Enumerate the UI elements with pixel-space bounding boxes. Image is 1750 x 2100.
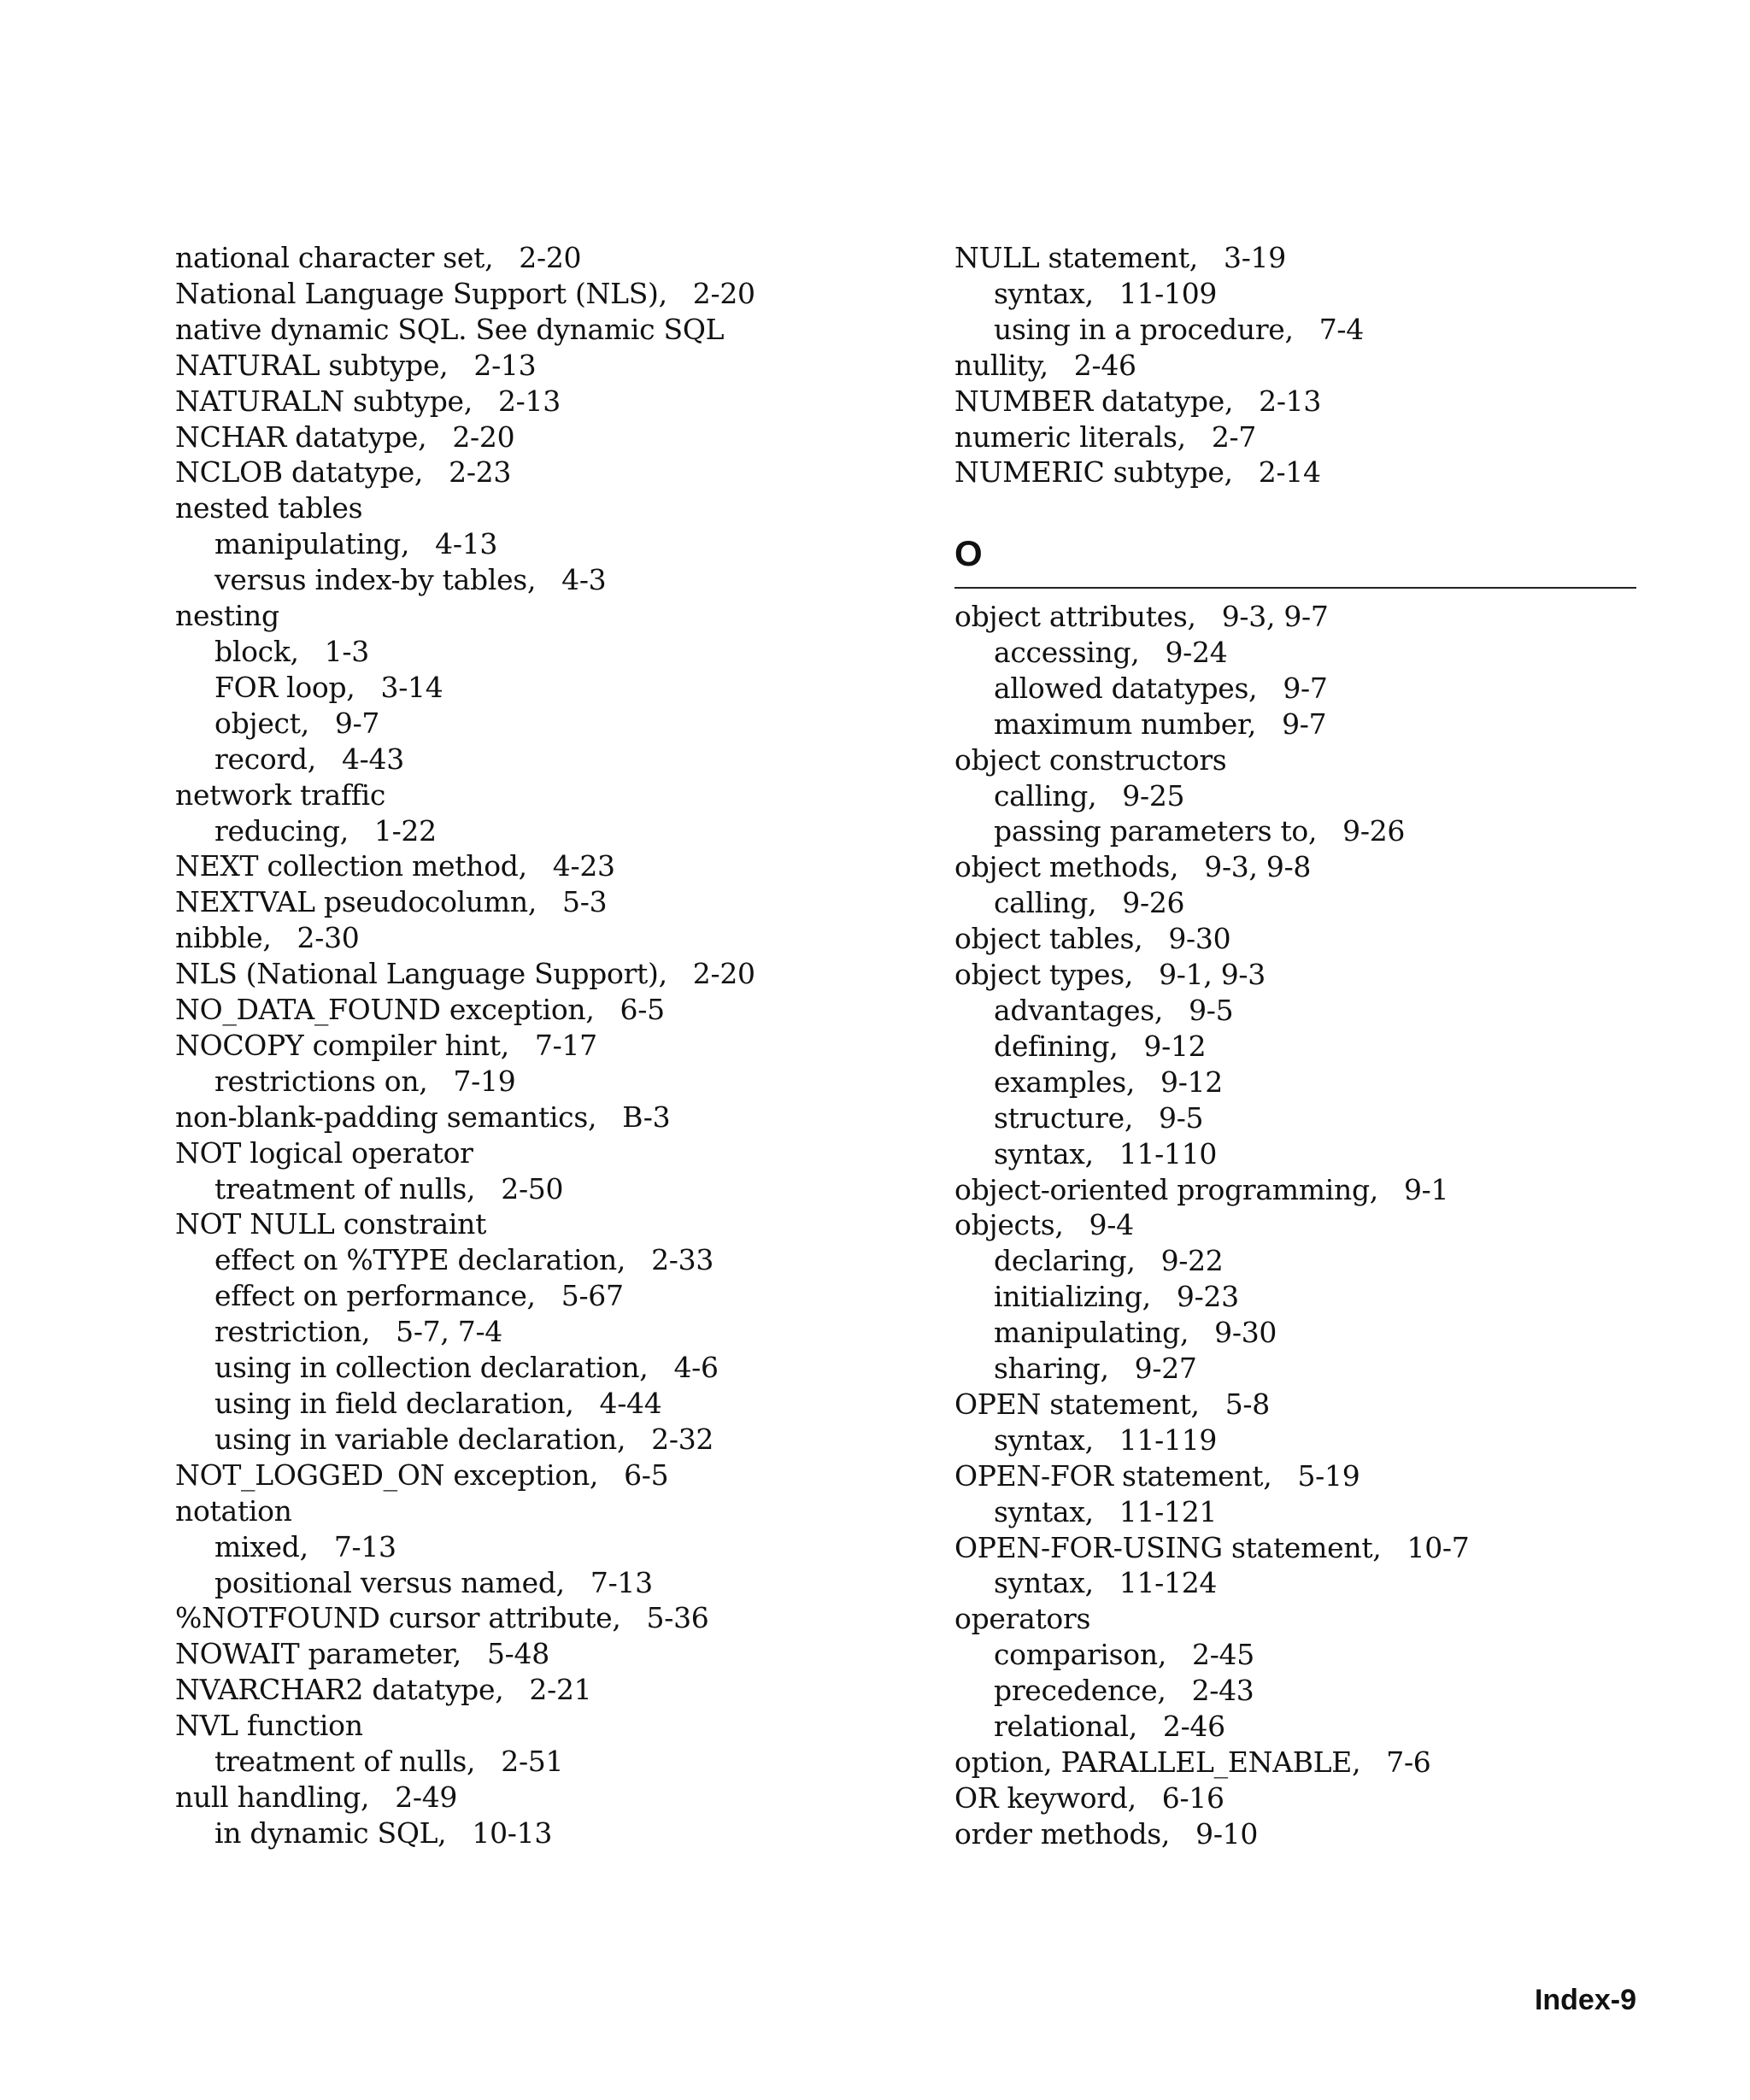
index-subentry (954, 1136, 1638, 1172)
index-term: national character set, (175, 241, 494, 274)
page-reference: 5-8 (1224, 1387, 1270, 1421)
index-term: maximum number, (994, 707, 1257, 741)
page-reference: 9-24 (1165, 635, 1228, 669)
index-subentry (175, 1744, 927, 1780)
index-subentry (175, 706, 927, 742)
index-entry (175, 455, 927, 490)
index-term: National Language Support (NLS), (175, 276, 667, 310)
index-subentry (175, 526, 927, 562)
page-reference: 9-7 (1282, 707, 1327, 741)
index-term: manipulating, (214, 527, 410, 561)
index-subentry (175, 1242, 927, 1278)
index-term: objects, (954, 1208, 1064, 1242)
index-subentry (954, 1279, 1638, 1315)
index-term: NEXTVAL pseudocolumn, (175, 885, 537, 919)
index-entry (175, 598, 927, 634)
index-entry (175, 1135, 927, 1171)
index-subentry (175, 1565, 927, 1601)
page-reference: 2-45 (1192, 1638, 1254, 1672)
index-term: network traffic (175, 777, 386, 812)
index-term: using in field declaration, (214, 1387, 574, 1420)
index-column-right-bottom (954, 599, 1638, 1852)
index-term: NOT logical operator (175, 1135, 473, 1170)
index-entry (175, 348, 927, 384)
index-entry (175, 884, 927, 920)
index-term: syntax, (994, 1494, 1094, 1528)
index-term: object attributes, (954, 600, 1196, 633)
page-reference: 5-7, 7-4 (396, 1315, 503, 1349)
index-term: declaring, (994, 1244, 1136, 1278)
page-reference: 7-4 (1318, 312, 1364, 346)
index-term: NOT_LOGGED_ON exception, (175, 1458, 599, 1492)
index-term: nibble, (175, 921, 272, 955)
index-subentry (954, 312, 1638, 348)
page-reference: 4-44 (599, 1387, 662, 1420)
index-subentry (175, 1422, 927, 1458)
index-term: nesting (175, 599, 279, 633)
index-term: NATURALN subtype, (175, 384, 473, 418)
page-reference: 2-50 (501, 1171, 564, 1205)
page-reference: 7-19 (453, 1064, 516, 1098)
index-term: OR keyword, (954, 1780, 1136, 1815)
index-entry (175, 956, 927, 992)
index-term: option, PARALLEL_ENABLE, (954, 1745, 1361, 1779)
index-subentry (954, 707, 1638, 742)
index-term: manipulating, (994, 1316, 1189, 1350)
index-term: in dynamic SQL, (214, 1816, 447, 1850)
index-entry (954, 1601, 1638, 1637)
index-entry (175, 1672, 927, 1708)
index-term: %NOTFOUND cursor attribute, (175, 1601, 621, 1635)
page-reference: 7-6 (1386, 1745, 1431, 1779)
index-term: examples, (994, 1065, 1136, 1099)
index-term: calling, (994, 778, 1097, 812)
index-term: NCHAR datatype, (175, 419, 427, 454)
index-term: FOR loop, (214, 670, 355, 704)
page-reference: 9-30 (1214, 1316, 1277, 1350)
index-term: NUMBER datatype, (954, 384, 1234, 418)
index-term: using in collection declaration, (214, 1351, 649, 1385)
index-subentry (954, 1029, 1638, 1065)
page-reference: 6-16 (1161, 1780, 1224, 1815)
index-term: precedence, (994, 1674, 1166, 1708)
index-term: null handling, (175, 1780, 370, 1814)
index-term: record, (214, 742, 316, 776)
page-reference: 2-32 (651, 1422, 714, 1456)
index-entry (175, 1206, 927, 1242)
index-subentry (954, 635, 1638, 671)
index-entry (954, 1530, 1638, 1566)
index-entry (954, 419, 1638, 455)
index-term: relational, (994, 1710, 1137, 1744)
index-entry (954, 384, 1638, 419)
index-entry (954, 1745, 1638, 1780)
index-entry (175, 276, 927, 312)
index-entry (175, 1600, 927, 1636)
index-term: object methods, (954, 850, 1179, 884)
index-entry (175, 384, 927, 419)
index-term: object tables, (954, 922, 1143, 956)
page-reference: 2-14 (1258, 455, 1321, 490)
index-term: using in a procedure, (994, 312, 1294, 346)
page-reference: 2-20 (452, 419, 515, 454)
index-term: object, (214, 706, 309, 740)
index-subentry (175, 1314, 927, 1350)
index-subentry (954, 1709, 1638, 1745)
page-reference: 11-110 (1119, 1136, 1218, 1170)
index-term: passing parameters to, (994, 814, 1318, 848)
index-term: reducing, (214, 813, 349, 848)
page-reference: 9-26 (1342, 814, 1406, 848)
page-reference: 5-19 (1297, 1458, 1360, 1493)
page-reference: 2-30 (297, 921, 360, 955)
index-term: comparison, (994, 1638, 1167, 1672)
index-term: OPEN statement, (954, 1387, 1200, 1421)
index-subentry (175, 1278, 927, 1314)
index-term: restriction, (214, 1315, 371, 1349)
index-subentry (175, 634, 927, 670)
page-reference: 5-67 (561, 1279, 624, 1313)
index-subentry (175, 1350, 927, 1386)
index-term: notation (175, 1493, 292, 1528)
index-subentry (175, 1529, 927, 1565)
page-reference: 5-36 (646, 1601, 709, 1635)
index-entry (954, 1207, 1638, 1243)
page-reference: 9-1 (1403, 1172, 1449, 1206)
index-entry (954, 240, 1638, 276)
index-term: OPEN-FOR statement, (954, 1458, 1272, 1493)
index-subentry (954, 813, 1638, 849)
index-entry (954, 1780, 1638, 1816)
index-term: syntax, (994, 276, 1094, 310)
index-entry (954, 742, 1638, 778)
index-term: restrictions on, (214, 1064, 428, 1098)
page-reference: 9-3, 9-8 (1204, 850, 1312, 884)
index-term: NVL function (175, 1709, 363, 1743)
index-term: nested tables (175, 491, 363, 525)
page-reference: 4-13 (435, 527, 498, 561)
index-term: NUMERIC subtype, (954, 455, 1233, 490)
page-reference: 1-3 (324, 634, 369, 668)
page-reference: 9-7 (1283, 671, 1328, 705)
index-term: accessing, (994, 635, 1140, 669)
index-entry (175, 419, 927, 455)
page-reference: 2-13 (473, 348, 537, 382)
index-entry (175, 920, 927, 956)
page-reference: 2-23 (449, 455, 512, 490)
page-reference: 7-13 (333, 1529, 396, 1563)
index-entry (175, 992, 927, 1028)
index-term: allowed datatypes, (994, 671, 1258, 705)
index-term: structure, (994, 1100, 1134, 1135)
index-term: positional versus named, (214, 1565, 565, 1599)
page-reference: 4-43 (341, 742, 404, 776)
page-reference: 9-26 (1122, 886, 1185, 920)
page-reference: 6-5 (620, 993, 665, 1027)
section-divider (954, 587, 1636, 589)
page-reference: 11-124 (1119, 1566, 1218, 1600)
index-entry (954, 1172, 1638, 1208)
page-folio: Index-9 (1534, 1984, 1636, 2016)
index-subentry (954, 1673, 1638, 1709)
page-reference: 2-33 (651, 1243, 714, 1277)
index-term: NLS (National Language Support), (175, 957, 667, 991)
index-subentry (954, 993, 1638, 1029)
index-term: object types, (954, 958, 1134, 992)
index-entry (954, 921, 1638, 957)
index-term: mixed, (214, 1529, 308, 1563)
page-reference: 11-109 (1119, 276, 1218, 310)
index-term: operators (954, 1602, 1091, 1636)
index-subentry (954, 1351, 1638, 1387)
page-reference: 11-119 (1119, 1422, 1218, 1457)
index-term: versus index-by tables, (214, 563, 537, 597)
index-term: nullity, (954, 348, 1048, 382)
index-term: NCLOB datatype, (175, 455, 424, 490)
index-entry (175, 1458, 927, 1493)
index-term: NVARCHAR2 datatype, (175, 1673, 504, 1707)
page-reference: 9-22 (1160, 1244, 1224, 1278)
index-term: advantages, (994, 993, 1164, 1027)
index-subentry (954, 1315, 1638, 1351)
page-reference: 1-22 (373, 813, 437, 848)
page-reference: 9-12 (1160, 1065, 1223, 1099)
index-term: object-oriented programming, (954, 1172, 1378, 1206)
index-term: effect on performance, (214, 1279, 536, 1313)
page-reference: 9-7 (334, 706, 380, 740)
index-term: OPEN-FOR-USING statement, (954, 1530, 1382, 1564)
page-reference: 9-1, 9-3 (1159, 958, 1266, 992)
index-term: NO_DATA_FOUND exception, (175, 993, 595, 1027)
index-term: non-blank-padding semantics, (175, 1100, 597, 1134)
page-reference: 2-43 (1191, 1674, 1254, 1708)
page-reference: 2-20 (692, 957, 755, 991)
index-subentry (175, 670, 927, 706)
index-entry (175, 1780, 927, 1816)
index-column-left (175, 240, 927, 1851)
page-reference: 9-23 (1176, 1280, 1239, 1314)
index-subentry (954, 1100, 1638, 1136)
index-subentry (175, 1816, 927, 1851)
page-reference: 9-5 (1159, 1100, 1204, 1135)
index-subentry (954, 1065, 1638, 1100)
index-entry (954, 599, 1638, 635)
index-entry (954, 348, 1638, 384)
index-subentry (954, 885, 1638, 921)
index-subentry (175, 813, 927, 849)
index-term: NATURAL subtype, (175, 348, 449, 382)
page-reference: 9-10 (1195, 1816, 1259, 1851)
index-term: NULL statement, (954, 241, 1198, 274)
index-term: defining, (994, 1029, 1119, 1063)
index-subentry (954, 1565, 1638, 1601)
index-entry (175, 777, 927, 813)
index-entry (954, 957, 1638, 993)
index-entry (175, 1028, 927, 1064)
index-term: using in variable declaration, (214, 1422, 626, 1456)
page-reference: 4-23 (552, 849, 615, 883)
page-reference: 2-46 (1162, 1710, 1225, 1744)
page-reference: 2-49 (395, 1780, 458, 1814)
page-reference: 9-5 (1189, 993, 1234, 1027)
page-reference: 9-25 (1122, 778, 1185, 812)
page-reference: 2-7 (1211, 419, 1257, 454)
index-term: NEXT collection method, (175, 849, 527, 883)
index-subentry (175, 1171, 927, 1207)
index-entry (954, 849, 1638, 885)
page-reference: 6-5 (624, 1458, 669, 1492)
index-entry (175, 1493, 927, 1529)
index-entry (175, 848, 927, 884)
index-term: sharing, (994, 1352, 1109, 1386)
index-term: treatment of nulls, (214, 1171, 476, 1205)
index-term: order methods, (954, 1816, 1171, 1851)
page-reference: B-3 (622, 1100, 671, 1134)
page-reference: 5-48 (486, 1637, 549, 1671)
index-term: NOWAIT parameter, (175, 1637, 461, 1671)
index-term: initializing, (994, 1280, 1151, 1314)
page-reference: 2-13 (497, 384, 561, 418)
index-term: syntax, (994, 1422, 1094, 1457)
page-reference: 7-13 (590, 1565, 653, 1599)
page-reference: 2-20 (519, 241, 582, 274)
index-entry (175, 490, 927, 526)
index-subentry (175, 562, 927, 598)
page-reference: 10-7 (1406, 1530, 1470, 1564)
index-term: effect on %TYPE declaration, (214, 1243, 626, 1277)
index-term: numeric literals, (954, 419, 1186, 454)
index-term: block, (214, 634, 299, 668)
page-reference: 9-3, 9-7 (1221, 600, 1329, 633)
index-subentry (954, 1494, 1638, 1530)
index-term: NOCOPY compiler hint, (175, 1028, 509, 1062)
index-subentry (954, 1637, 1638, 1673)
page-reference: 9-12 (1143, 1029, 1207, 1063)
page-reference: 4-3 (561, 563, 607, 597)
page-reference: 11-121 (1119, 1494, 1218, 1528)
index-entry (954, 1387, 1638, 1422)
index-subentry (954, 778, 1638, 814)
page-reference: 2-21 (529, 1673, 592, 1707)
index-term: object constructors (954, 742, 1227, 777)
index-subentry (175, 742, 927, 777)
page-reference: 2-51 (501, 1745, 564, 1779)
index-entry (954, 1816, 1638, 1852)
page-reference: 10-13 (472, 1816, 553, 1850)
page-reference: 5-3 (562, 885, 608, 919)
index-entry (954, 455, 1638, 490)
index-subentry (175, 1064, 927, 1100)
index-term: treatment of nulls, (214, 1745, 476, 1779)
index-entry (175, 1100, 927, 1135)
index-entry (175, 312, 927, 348)
page-reference: 9-4 (1089, 1208, 1134, 1242)
index-entry (175, 1708, 927, 1744)
page-reference: 3-14 (380, 670, 443, 704)
page-reference: 3-19 (1224, 241, 1286, 274)
index-entry (175, 1636, 927, 1672)
index-subentry (954, 276, 1638, 312)
index-entry (175, 240, 927, 276)
page-reference: 4-6 (673, 1351, 719, 1385)
index-subentry (175, 1386, 927, 1422)
page-reference: 7-17 (534, 1028, 597, 1062)
page-reference: 9-27 (1134, 1352, 1197, 1386)
page-reference: 2-13 (1259, 384, 1322, 418)
index-term: NOT NULL constraint (175, 1207, 487, 1241)
page-reference: 2-46 (1073, 348, 1136, 382)
index-term: native dynamic SQL. See dynamic SQL (175, 312, 725, 346)
index-subentry (954, 1422, 1638, 1458)
index-subentry (954, 1243, 1638, 1279)
section-heading-o: O (954, 533, 983, 573)
index-term: syntax, (994, 1136, 1094, 1170)
index-subentry (954, 671, 1638, 707)
index-entry (954, 1458, 1638, 1494)
index-term: syntax, (994, 1566, 1094, 1600)
index-term: calling, (994, 886, 1097, 920)
page-reference: 9-30 (1168, 922, 1231, 956)
index-column-right-top (954, 240, 1638, 490)
page-reference: 2-20 (692, 276, 755, 310)
